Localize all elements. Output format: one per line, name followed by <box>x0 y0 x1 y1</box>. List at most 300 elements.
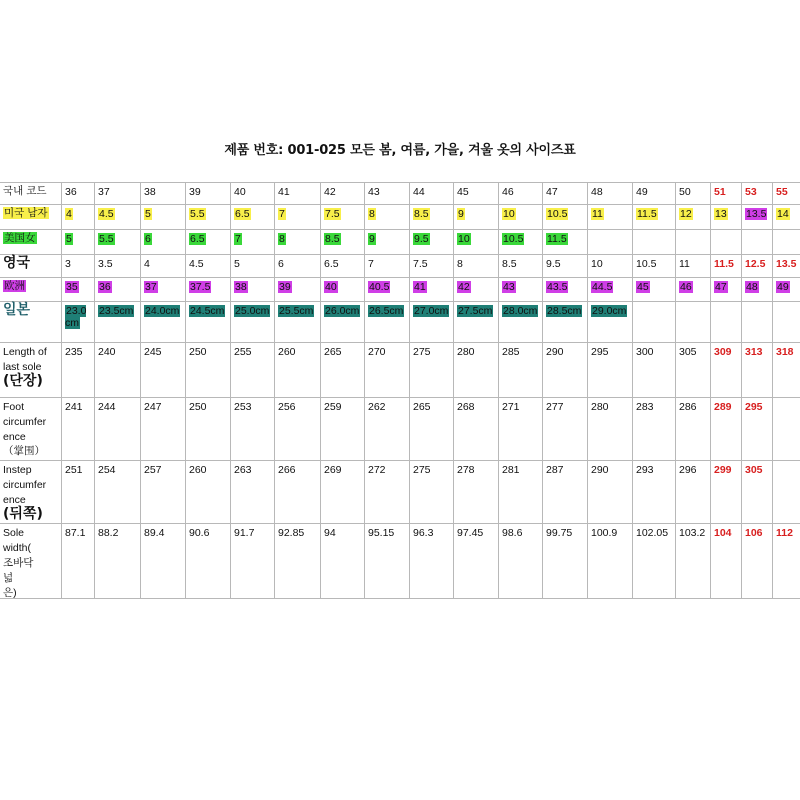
cell-value: 295 <box>745 401 763 413</box>
table-cell <box>457 401 475 413</box>
page-title: 제품 번호: 001-025 모든 봄, 여름, 가을, 겨울 옷의 사이즈표 <box>224 143 576 158</box>
table-cell <box>776 258 796 270</box>
table-cell <box>144 346 162 358</box>
cell-value: 100.9 <box>591 527 618 539</box>
cell-value: 99.75 <box>546 527 573 539</box>
cell-value: 12 <box>680 208 692 220</box>
table-cell <box>278 281 292 293</box>
cell-value: 277 <box>546 401 564 413</box>
row-label-text: 미국 남자 <box>4 207 48 219</box>
table-cell <box>679 346 697 358</box>
table-cell <box>189 258 204 270</box>
cell-value: 280 <box>457 346 475 358</box>
table-cell <box>368 281 390 293</box>
table-cell <box>714 401 732 413</box>
column-divider <box>140 182 141 599</box>
table-cell <box>591 305 627 317</box>
cell-value: 268 <box>457 401 475 413</box>
cell-value: 50 <box>679 186 691 198</box>
cell-value: 250 <box>189 401 207 413</box>
table-cell <box>714 346 732 358</box>
cell-value: 38 <box>235 281 247 293</box>
table-cell <box>65 464 83 476</box>
cell-value: 43.5 <box>547 281 568 293</box>
cell-value: 9.5 <box>546 258 561 270</box>
cell-value: 241 <box>65 401 83 413</box>
cell-value: 257 <box>144 464 162 476</box>
cell-value: 24.5cm <box>190 305 225 317</box>
cell-value: 112 <box>776 527 793 539</box>
table-cell <box>457 527 483 539</box>
cell-value: 51 <box>714 186 726 198</box>
table-cell <box>714 464 732 476</box>
row-label-text: 일본 <box>3 302 31 318</box>
table-cell <box>546 186 558 198</box>
cell-value: 265 <box>413 401 431 413</box>
cell-value: 8.5 <box>502 258 517 270</box>
table-cell <box>278 346 296 358</box>
table-cell <box>413 527 433 539</box>
table-cell <box>324 208 341 220</box>
table-cell <box>502 401 520 413</box>
table-cell <box>189 186 201 198</box>
cell-value: 11.5 <box>547 233 567 245</box>
row-label-line: 은) <box>3 587 17 599</box>
table-cell <box>457 281 471 293</box>
cell-value: 6.5 <box>235 208 250 220</box>
table-cell <box>591 258 603 270</box>
cell-value: 10.5 <box>547 208 568 220</box>
table-cell <box>546 258 561 270</box>
cell-value: 10.5 <box>636 258 657 270</box>
cell-value: 10.5 <box>503 233 524 245</box>
cell-value: 4 <box>66 208 72 220</box>
cell-value: 290 <box>591 464 609 476</box>
cell-value: 49 <box>636 186 648 198</box>
cell-value: 13 <box>715 208 727 220</box>
cell-value: 8 <box>457 258 463 270</box>
table-cell <box>234 208 251 220</box>
column-divider <box>587 182 588 599</box>
cell-value: 26.0cm <box>325 305 360 317</box>
table-cell <box>144 258 150 270</box>
row-label-line: width( <box>3 542 32 554</box>
row-label-line: Instep <box>3 464 32 476</box>
table-cell <box>368 208 376 220</box>
row-label <box>3 400 59 457</box>
cell-value: 290 <box>546 346 564 358</box>
row-divider <box>0 523 800 524</box>
table-cell <box>65 281 79 293</box>
cell-value: 44 <box>413 186 425 198</box>
cell-value: 95.15 <box>368 527 395 539</box>
table-cell <box>502 281 516 293</box>
table-cell <box>234 464 252 476</box>
table-cell <box>278 527 304 539</box>
table-cell <box>234 186 246 198</box>
table-cell <box>65 401 83 413</box>
table-cell <box>776 186 788 198</box>
table-cell <box>636 281 650 293</box>
cell-value: 98.6 <box>502 527 523 539</box>
cell-value: 9 <box>369 233 375 245</box>
table-cell <box>636 527 668 539</box>
table-cell <box>413 464 431 476</box>
table-cell <box>546 305 582 317</box>
cell-value: 260 <box>189 464 207 476</box>
row-label <box>3 207 59 219</box>
cell-value: 6 <box>145 233 151 245</box>
cell-value: 37 <box>145 281 157 293</box>
column-divider <box>453 182 454 599</box>
table-cell <box>679 186 691 198</box>
cell-value: 47 <box>715 281 727 293</box>
table-cell <box>278 464 296 476</box>
table-cell <box>189 527 209 539</box>
row-divider <box>0 342 800 343</box>
table-cell <box>189 464 207 476</box>
table-cell <box>189 305 225 317</box>
row-label-text: 영국 <box>3 255 31 271</box>
table-cell <box>636 258 656 270</box>
row-label-line: last sole <box>3 361 42 373</box>
cell-value: 272 <box>368 464 386 476</box>
table-cell <box>745 186 757 198</box>
table-cell <box>324 258 339 270</box>
table-cell <box>714 281 728 293</box>
cell-value: 13.5 <box>746 208 767 220</box>
table-cell <box>546 346 564 358</box>
table-cell <box>591 281 613 293</box>
cell-value: 318 <box>776 346 794 358</box>
cell-value: 251 <box>65 464 83 476</box>
row-label <box>3 185 59 197</box>
table-cell <box>65 305 87 329</box>
cell-value: 8.5 <box>414 208 429 220</box>
cell-value: 293 <box>636 464 654 476</box>
table-cell <box>745 527 763 539</box>
row-label-line: 조바닥 <box>3 557 34 569</box>
table-cell <box>502 258 517 270</box>
table-cell <box>98 186 110 198</box>
table-cell <box>368 464 386 476</box>
column-divider <box>364 182 365 599</box>
row-label <box>3 463 59 520</box>
cell-value: 23.0 cm <box>65 305 87 329</box>
table-cell <box>413 346 431 358</box>
row-label-sub: (단장) <box>3 373 43 389</box>
table-cell <box>591 464 609 476</box>
table-cell <box>745 208 767 220</box>
cell-value: 10 <box>591 258 603 270</box>
table-cell <box>324 464 342 476</box>
cell-value: 26.5cm <box>369 305 404 317</box>
cell-value: 9 <box>458 208 464 220</box>
table-cell <box>502 527 522 539</box>
row-divider <box>0 277 800 278</box>
table-cell <box>144 527 164 539</box>
table-cell <box>413 305 449 317</box>
cell-value: 103.2 <box>679 527 706 539</box>
table-cell <box>65 186 77 198</box>
table-cell <box>234 527 254 539</box>
table-cell <box>776 281 790 293</box>
cell-value: 240 <box>98 346 116 358</box>
table-cell <box>278 208 286 220</box>
cell-value: 313 <box>745 346 763 358</box>
column-divider <box>274 182 275 599</box>
table-cell <box>502 305 538 317</box>
row-label-line: ence <box>3 431 26 443</box>
cell-value: 41 <box>414 281 426 293</box>
cell-value: 25.0cm <box>235 305 270 317</box>
cell-value: 44.5 <box>592 281 613 293</box>
cell-value: 3.5 <box>98 258 113 270</box>
cell-value: 46 <box>502 186 514 198</box>
table-cell <box>457 305 493 317</box>
table-cell <box>368 186 380 198</box>
table-cell <box>714 527 732 539</box>
cell-value: 269 <box>324 464 342 476</box>
table-cell <box>234 281 248 293</box>
table-cell <box>714 208 728 220</box>
table-cell <box>98 305 134 317</box>
table-cell <box>144 281 158 293</box>
table-cell <box>457 208 465 220</box>
row-label-text: 欧洲 <box>4 280 25 292</box>
cell-value: 38 <box>144 186 156 198</box>
table-cell <box>776 346 794 358</box>
cell-value: 8 <box>369 208 375 220</box>
column-divider <box>409 182 410 599</box>
cell-value: 235 <box>65 346 83 358</box>
cell-value: 43 <box>368 186 380 198</box>
table-cell <box>189 281 211 293</box>
table-cell <box>679 401 697 413</box>
cell-value: 300 <box>636 346 654 358</box>
row-label-line: circumfer <box>3 416 47 428</box>
table-cell <box>745 464 763 476</box>
table-cell <box>546 401 564 413</box>
cell-value: 35 <box>66 281 78 293</box>
table-cell <box>502 186 514 198</box>
cell-value: 25.5cm <box>279 305 314 317</box>
column-divider <box>675 182 676 599</box>
table-cell <box>714 258 734 270</box>
cell-value: 94 <box>324 527 336 539</box>
cell-value: 275 <box>413 464 431 476</box>
cell-value: 280 <box>591 401 609 413</box>
cell-value: 5.5 <box>99 233 114 245</box>
cell-value: 5 <box>234 258 240 270</box>
cell-value: 286 <box>679 401 697 413</box>
table-cell <box>679 258 690 270</box>
cell-value: 7 <box>368 258 374 270</box>
table-cell <box>776 208 790 220</box>
table-cell <box>144 401 162 413</box>
cell-value: 283 <box>636 401 654 413</box>
table-cell <box>234 401 252 413</box>
row-label-text: 국내 코드 <box>3 185 47 197</box>
cell-value: 49 <box>777 281 789 293</box>
cell-value: 42 <box>324 186 336 198</box>
cell-value: 37.5 <box>190 281 211 293</box>
table-cell <box>324 233 341 245</box>
row-label <box>3 280 59 292</box>
cell-value: 10 <box>503 208 515 220</box>
cell-value: 23.5cm <box>99 305 134 317</box>
table-cell <box>324 281 338 293</box>
table-cell <box>413 186 425 198</box>
column-divider <box>632 182 633 599</box>
cell-value: 12.5 <box>745 258 766 270</box>
cell-value: 48 <box>591 186 603 198</box>
row-label <box>3 257 59 270</box>
cell-value: 4.5 <box>99 208 114 220</box>
cell-value: 89.4 <box>144 527 165 539</box>
cell-value: 285 <box>502 346 520 358</box>
row-label-line: Foot <box>3 401 25 413</box>
cell-value: 7.5 <box>413 258 428 270</box>
table-cell <box>591 527 617 539</box>
cell-value: 250 <box>189 346 207 358</box>
row-divider <box>0 182 800 183</box>
row-divider <box>0 254 800 255</box>
cell-value: 37 <box>98 186 110 198</box>
cell-value: 45 <box>457 186 469 198</box>
table-cell <box>591 186 603 198</box>
cell-value: 14 <box>777 208 789 220</box>
table-cell <box>189 208 206 220</box>
cell-value: 253 <box>234 401 252 413</box>
cell-value: 45 <box>637 281 649 293</box>
table-cell <box>457 233 471 245</box>
table-cell <box>502 346 520 358</box>
size-chart-table <box>0 182 800 599</box>
column-divider <box>542 182 543 599</box>
table-cell <box>745 281 759 293</box>
column-divider <box>741 182 742 599</box>
column-divider <box>94 182 95 599</box>
cell-value: 4 <box>144 258 150 270</box>
table-cell <box>546 464 564 476</box>
cell-value: 7 <box>235 233 241 245</box>
table-cell <box>591 401 609 413</box>
table-cell <box>144 186 156 198</box>
table-cell <box>324 346 342 358</box>
row-divider <box>0 204 800 205</box>
row-divider <box>0 301 800 302</box>
table-cell <box>546 527 572 539</box>
cell-value: 247 <box>144 401 162 413</box>
table-cell <box>636 346 654 358</box>
cell-value: 271 <box>502 401 520 413</box>
table-cell <box>98 233 115 245</box>
table-cell <box>368 305 404 317</box>
table-cell <box>98 208 115 220</box>
table-cell <box>502 208 516 220</box>
table-cell <box>278 233 286 245</box>
cell-value: 5.5 <box>190 208 205 220</box>
cell-value: 29.0cm <box>592 305 627 317</box>
cell-value: 24.0cm <box>145 305 180 317</box>
table-cell <box>745 258 765 270</box>
table-cell <box>546 208 568 220</box>
table-cell <box>591 346 609 358</box>
row-label-line: ence <box>3 494 26 506</box>
cell-value: 13.5 <box>776 258 797 270</box>
cell-value: 287 <box>546 464 564 476</box>
cell-value: 97.45 <box>457 527 484 539</box>
cell-value: 40 <box>325 281 337 293</box>
cell-value: 87.1 <box>65 527 86 539</box>
column-divider <box>320 182 321 599</box>
cell-value: 102.05 <box>636 527 669 539</box>
table-cell <box>368 527 394 539</box>
table-cell <box>591 208 604 220</box>
cell-value: 48 <box>746 281 758 293</box>
cell-value: 296 <box>679 464 697 476</box>
cell-value: 104 <box>714 527 732 539</box>
column-divider <box>710 182 711 599</box>
table-cell <box>144 305 180 317</box>
cell-value: 88.2 <box>98 527 119 539</box>
table-cell <box>98 346 116 358</box>
table-cell <box>413 258 428 270</box>
table-cell <box>679 208 693 220</box>
column-divider <box>772 182 773 599</box>
table-cell <box>679 464 697 476</box>
table-cell <box>368 346 386 358</box>
cell-value: 42 <box>458 281 470 293</box>
cell-value: 7.5 <box>325 208 340 220</box>
cell-value: 27.0cm <box>414 305 449 317</box>
cell-value: 6 <box>278 258 284 270</box>
cell-value: 41 <box>278 186 290 198</box>
table-cell <box>745 346 763 358</box>
table-cell <box>636 186 648 198</box>
cell-value: 43 <box>503 281 515 293</box>
row-divider <box>0 397 800 398</box>
row-label-line: Sole <box>3 527 25 539</box>
table-cell <box>98 527 118 539</box>
table-cell <box>144 464 162 476</box>
cell-value: 11 <box>679 258 690 270</box>
table-cell <box>65 258 71 270</box>
table-cell <box>98 281 112 293</box>
cell-value: 40.5 <box>369 281 390 293</box>
table-cell <box>546 233 568 245</box>
row-label-sub: （掌围） <box>3 445 45 457</box>
cell-value: 259 <box>324 401 342 413</box>
cell-value: 40 <box>234 186 246 198</box>
cell-value: 27.5cm <box>458 305 493 317</box>
column-divider <box>230 182 231 599</box>
row-label <box>3 345 59 387</box>
cell-value: 8.5 <box>325 233 340 245</box>
table-cell <box>189 233 206 245</box>
cell-value: 92.85 <box>278 527 305 539</box>
column-divider <box>498 182 499 599</box>
table-cell <box>324 527 336 539</box>
table-cell <box>776 527 793 539</box>
cell-value: 255 <box>234 346 252 358</box>
cell-value: 289 <box>714 401 732 413</box>
cell-value: 53 <box>745 186 757 198</box>
table-cell <box>502 233 524 245</box>
row-label-line: Length of <box>3 346 47 358</box>
cell-value: 305 <box>679 346 697 358</box>
